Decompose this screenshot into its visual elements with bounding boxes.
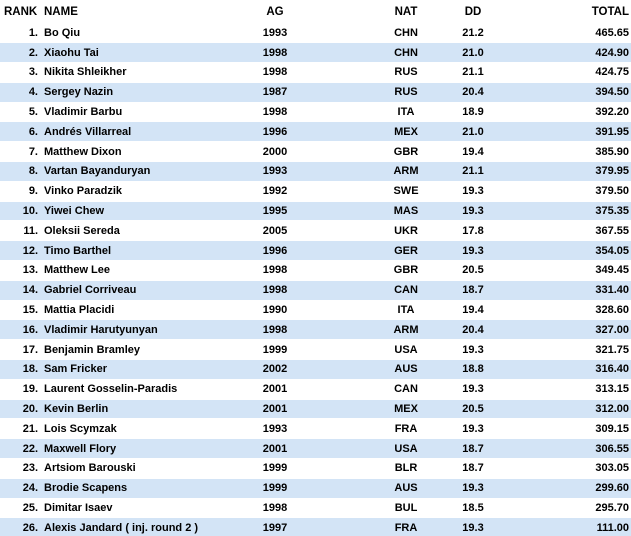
name-cell: Vladimir Barbu (44, 106, 123, 119)
rank-cell: 5. (28, 106, 38, 119)
rank-cell: 11. (23, 224, 38, 237)
spacer-cell (310, 320, 371, 340)
spacer-cell (310, 181, 371, 201)
dd-cell: 19.3 (462, 482, 484, 495)
total-cell: 303.05 (595, 462, 629, 475)
spacer-cell (505, 261, 575, 281)
ag-cell: 1993 (262, 26, 288, 39)
ag-cell: 1992 (262, 185, 288, 198)
spacer-cell (505, 478, 575, 498)
dd-cell: 19.3 (462, 244, 484, 257)
ag-cell: 1998 (262, 264, 288, 277)
total-cell: 313.15 (595, 383, 629, 396)
nat-cell: MEX (394, 125, 418, 138)
spacer-cell (505, 162, 575, 182)
dd-cell: 17.8 (462, 224, 484, 237)
spacer-cell (310, 142, 371, 162)
ag-cell: 1999 (262, 482, 288, 495)
header-dd: DD (441, 0, 505, 23)
nat-cell: ARM (393, 323, 419, 336)
ag-cell: 2001 (262, 403, 288, 416)
total-cell: 367.55 (595, 224, 629, 237)
rank-cell: 18. (22, 363, 38, 376)
spacer-cell (505, 102, 575, 122)
spacer-cell (505, 360, 575, 380)
name-cell: Laurent Gosselin-Paradis (44, 383, 178, 396)
spacer-cell (505, 43, 575, 63)
total-cell: 391.95 (595, 125, 629, 138)
rank-cell: 2. (28, 46, 38, 59)
rank-cell: 21. (22, 422, 38, 435)
nat-cell: RUS (394, 86, 418, 99)
spacer-cell (505, 63, 575, 83)
name-cell: Brodie Scapens (44, 482, 128, 495)
dd-cell: 21.0 (462, 46, 484, 59)
total-cell: 375.35 (595, 205, 629, 218)
dd-cell: 19.3 (462, 185, 484, 198)
name-cell: Lois Scymzak (44, 422, 117, 435)
total-cell: 327.00 (595, 323, 629, 336)
table-row (0, 498, 631, 518)
dd-cell: 20.4 (462, 86, 484, 99)
total-cell: 424.90 (595, 46, 629, 59)
header-rank: RANK (0, 0, 42, 23)
rank-cell: 9. (28, 185, 38, 198)
rank-cell: 26. (22, 521, 38, 534)
name-cell: Oleksii Sereda (44, 224, 120, 237)
name-cell: Yiwei Chew (44, 205, 105, 218)
ag-cell: 1990 (262, 304, 288, 317)
spacer-cell (310, 102, 371, 122)
table-row (0, 43, 631, 63)
ag-cell: 1996 (262, 125, 288, 138)
dd-cell: 19.3 (462, 521, 484, 534)
nat-cell: SWE (393, 185, 419, 198)
ag-cell: 1995 (262, 205, 288, 218)
spacer-cell (310, 498, 371, 518)
header-row (0, 0, 631, 23)
spacer-cell (505, 300, 575, 320)
nat-cell: USA (394, 343, 418, 356)
total-cell: 354.05 (595, 244, 629, 257)
nat-cell: ARM (393, 165, 419, 178)
rank-cell: 20. (22, 403, 38, 416)
nat-cell: CHN (394, 26, 418, 39)
table-row (0, 261, 631, 281)
spacer-cell (310, 162, 371, 182)
table-row (0, 360, 631, 380)
table-row (0, 518, 631, 536)
rank-cell: 22. (22, 442, 38, 455)
spacer-cell (310, 478, 371, 498)
rank-cell: 6. (28, 125, 38, 138)
nat-cell: MEX (394, 403, 418, 416)
rank-cell: 14. (22, 284, 38, 297)
nat-cell: FRA (394, 521, 418, 534)
nat-cell: CHN (394, 46, 418, 59)
nat-cell: UKR (394, 224, 418, 237)
spacer-cell (505, 181, 575, 201)
spacer-cell (310, 261, 371, 281)
spacer-cell (310, 241, 371, 261)
nat-cell: USA (394, 442, 418, 455)
header-nat: NAT (371, 0, 441, 23)
table-row (0, 340, 631, 360)
table-row (0, 23, 631, 43)
spacer-cell (505, 142, 575, 162)
spacer-cell (505, 419, 575, 439)
ag-cell: 1993 (262, 422, 288, 435)
spacer-cell (310, 360, 371, 380)
rank-cell: 15. (22, 304, 38, 317)
name-cell: Xiaohu Tai (44, 46, 99, 59)
nat-cell: AUS (394, 482, 418, 495)
total-cell: 299.60 (595, 482, 629, 495)
rank-cell: 23. (22, 462, 38, 475)
header-total: TOTAL (575, 0, 631, 23)
dd-cell: 20.5 (462, 264, 484, 277)
nat-cell: BLR (394, 462, 418, 475)
total-cell: 328.60 (595, 304, 629, 317)
spacer-cell (310, 201, 371, 221)
spacer-cell (505, 23, 575, 43)
nat-cell: CAN (394, 383, 418, 396)
total-cell: 321.75 (595, 343, 629, 356)
spacer-cell (310, 399, 371, 419)
name-cell: Andrés Villarreal (44, 125, 132, 138)
ag-cell: 1998 (262, 502, 288, 515)
dd-cell: 18.7 (462, 462, 484, 475)
rank-cell: 1. (28, 26, 38, 39)
table-row (0, 280, 631, 300)
spacer-cell (310, 122, 371, 142)
ag-cell: 1999 (262, 343, 288, 356)
nat-cell: BUL (394, 502, 418, 515)
spacer-cell (310, 419, 371, 439)
name-cell: Vinko Paradzik (44, 185, 123, 198)
nat-cell: GER (394, 244, 418, 257)
ag-cell: 2005 (262, 224, 288, 237)
dd-cell: 18.7 (462, 284, 484, 297)
results-table-body (0, 23, 631, 536)
rank-cell: 7. (28, 145, 38, 158)
header-ag: AG (240, 0, 310, 23)
spacer-cell (310, 43, 371, 63)
spacer-cell (505, 320, 575, 340)
spacer-cell (310, 379, 371, 399)
nat-cell: FRA (394, 422, 418, 435)
dd-cell: 21.1 (462, 66, 484, 79)
table-row (0, 162, 631, 182)
table-row (0, 122, 631, 142)
name-cell: Matthew Dixon (44, 145, 122, 158)
name-cell: Timo Barthel (44, 244, 112, 257)
spacer-cell (310, 518, 371, 536)
spacer-cell (505, 518, 575, 536)
table-row (0, 142, 631, 162)
name-cell: Alexis Jandard ( inj. round 2 ) (44, 521, 199, 534)
rank-cell: 3. (28, 66, 38, 79)
total-cell: 309.15 (595, 422, 629, 435)
rank-cell: 16. (22, 323, 38, 336)
ag-cell: 1998 (262, 323, 288, 336)
ag-cell: 2000 (262, 145, 288, 158)
dd-cell: 19.4 (462, 145, 484, 158)
rank-cell: 10. (22, 205, 38, 218)
spacer-cell (310, 221, 371, 241)
total-cell: 379.50 (595, 185, 629, 198)
table-row (0, 102, 631, 122)
spacer-cell (505, 399, 575, 419)
spacer-cell (310, 63, 371, 83)
spacer-cell (505, 439, 575, 459)
rank-cell: 8. (28, 165, 38, 178)
nat-cell: CAN (394, 284, 418, 297)
ag-cell: 1987 (262, 86, 288, 99)
header-spacer (310, 0, 371, 23)
ag-cell: 1998 (262, 46, 288, 59)
nat-cell: AUS (394, 363, 418, 376)
ag-cell: 1996 (262, 244, 288, 257)
nat-cell: GBR (393, 264, 419, 277)
spacer-cell (505, 122, 575, 142)
name-cell: Matthew Lee (44, 264, 111, 277)
rank-cell: 24. (22, 482, 38, 495)
name-cell: Nikita Shleikher (44, 66, 127, 79)
spacer-cell (505, 379, 575, 399)
name-cell: Maxwell Flory (44, 442, 117, 455)
nat-cell: ITA (397, 106, 415, 119)
nat-cell: GBR (393, 145, 419, 158)
spacer-cell (310, 23, 371, 43)
ag-cell: 1993 (262, 165, 288, 178)
dd-cell: 20.5 (462, 403, 484, 416)
dd-cell: 18.9 (462, 106, 484, 119)
spacer-cell (505, 340, 575, 360)
table-row (0, 379, 631, 399)
table-row (0, 201, 631, 221)
spacer-cell (505, 201, 575, 221)
table-row (0, 439, 631, 459)
spacer-cell (310, 340, 371, 360)
total-cell: 385.90 (595, 145, 629, 158)
dd-cell: 21.0 (462, 125, 484, 138)
table-row (0, 399, 631, 419)
nat-cell: MAS (393, 205, 419, 218)
rank-cell: 25. (22, 502, 38, 515)
ag-cell: 2001 (262, 383, 288, 396)
spacer-cell (505, 241, 575, 261)
total-cell: 306.55 (595, 442, 629, 455)
total-cell: 394.50 (595, 86, 629, 99)
dd-cell: 20.4 (462, 323, 484, 336)
dd-cell: 18.8 (462, 363, 484, 376)
total-cell: 316.40 (595, 363, 629, 376)
dd-cell: 19.3 (462, 205, 484, 218)
table-row (0, 241, 631, 261)
total-cell: 111.00 (596, 521, 629, 534)
name-cell: Artsiom Barouski (44, 462, 136, 475)
total-cell: 379.95 (595, 165, 629, 178)
dd-cell: 18.7 (462, 442, 484, 455)
total-cell: 424.75 (595, 66, 629, 79)
spacer-cell (505, 459, 575, 479)
header-name: NAME (42, 0, 240, 23)
dd-cell: 18.5 (462, 502, 484, 515)
table-row (0, 63, 631, 83)
header-spacer (505, 0, 575, 23)
dd-cell: 19.3 (462, 343, 484, 356)
spacer-cell (505, 221, 575, 241)
table-row (0, 82, 631, 102)
nat-cell: RUS (394, 66, 418, 79)
spacer-cell (505, 82, 575, 102)
total-cell: 392.20 (595, 106, 629, 119)
total-cell: 465.65 (595, 26, 629, 39)
total-cell: 331.40 (595, 284, 629, 297)
rank-cell: 12. (22, 244, 38, 257)
name-cell: Sam Fricker (44, 363, 107, 376)
total-cell: 295.70 (595, 502, 629, 515)
rank-cell: 17. (22, 343, 38, 356)
ag-cell: 2001 (262, 442, 288, 455)
dd-cell: 21.2 (462, 26, 484, 39)
total-cell: 312.00 (595, 403, 629, 416)
spacer-cell (310, 439, 371, 459)
name-cell: Gabriel Corriveau (44, 284, 137, 297)
name-cell: Bo Qiu (44, 26, 81, 39)
spacer-cell (505, 280, 575, 300)
table-row (0, 221, 631, 241)
rank-cell: 19. (22, 383, 38, 396)
ag-cell: 1998 (262, 66, 288, 79)
ag-cell: 1997 (262, 521, 288, 534)
name-cell: Kevin Berlin (44, 403, 109, 416)
dd-cell: 21.1 (462, 165, 484, 178)
ag-cell: 2002 (262, 363, 288, 376)
total-cell: 349.45 (595, 264, 629, 277)
ag-cell: 1998 (262, 284, 288, 297)
rank-cell: 13. (22, 264, 38, 277)
rank-cell: 4. (28, 86, 38, 99)
dd-cell: 19.3 (462, 422, 484, 435)
table-row (0, 419, 631, 439)
spacer-cell (505, 498, 575, 518)
dd-cell: 19.4 (462, 304, 484, 317)
nat-cell: ITA (397, 304, 415, 317)
name-cell: Sergey Nazin (44, 86, 114, 99)
results-table-header (0, 0, 631, 23)
name-cell: Benjamin Bramley (44, 343, 140, 356)
table-row (0, 320, 631, 340)
name-cell: Vladimir Harutyunyan (44, 323, 158, 336)
name-cell: Dimitar Isaev (44, 502, 113, 515)
dd-cell: 19.3 (462, 383, 484, 396)
name-cell: Vartan Bayanduryan (44, 165, 151, 178)
ag-cell: 1998 (262, 106, 288, 119)
spacer-cell (310, 280, 371, 300)
table-row (0, 478, 631, 498)
ag-cell: 1999 (262, 462, 288, 475)
table-row (0, 181, 631, 201)
spacer-cell (310, 300, 371, 320)
table-row (0, 459, 631, 479)
spacer-cell (310, 82, 371, 102)
name-cell: Mattia Placidi (44, 304, 115, 317)
spacer-cell (310, 459, 371, 479)
table-row (0, 300, 631, 320)
